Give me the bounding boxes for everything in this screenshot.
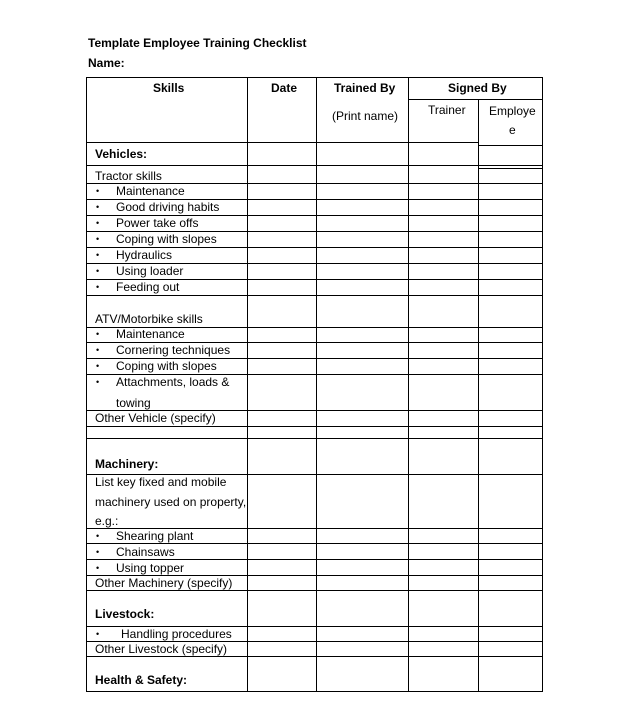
section-health-safety: Health & Safety: [95,673,188,687]
header-employee-wrap: e [509,123,516,137]
header-date: Date [271,81,298,95]
bullet-icon: • [96,218,100,228]
bullet-icon: • [96,250,100,260]
document-title: Template Employee Training Checklist [88,36,307,50]
header-print-name: (Print name) [332,109,399,123]
bullet-icon: • [96,282,100,292]
bullet-icon: • [96,629,100,639]
list-item: Maintenance [116,327,185,341]
other-vehicle: Other Vehicle (specify) [95,411,216,425]
list-item: Coping with slopes [116,359,217,373]
list-item: Using loader [116,264,184,278]
section-vehicles: Vehicles: [95,147,148,161]
list-item: Power take offs [116,216,199,230]
bullet-icon: • [96,329,100,339]
list-item: Hydraulics [116,248,173,262]
machinery-note-line-1: List key fixed and mobile [95,475,227,489]
name-label: Name: [88,56,125,70]
bullet-icon: • [96,563,100,573]
subsection-tractor-skills: Tractor skills [95,169,162,183]
bullet-icon: • [96,531,100,541]
bullet-icon: • [96,266,100,276]
bullet-icon: • [96,202,100,212]
header-skills: Skills [153,81,185,95]
list-item: Attachments, loads & [116,375,230,389]
list-item: Coping with slopes [116,232,217,246]
machinery-note-line-2: machinery used on property, [95,495,247,509]
list-item: Handling procedures [121,627,232,641]
list-item: Maintenance [116,184,185,198]
section-machinery: Machinery: [95,457,159,471]
header-trained-by: Trained By [334,81,396,95]
list-item: Chainsaws [116,545,175,559]
other-machinery: Other Machinery (specify) [95,576,233,590]
list-item-wrap: towing [116,396,151,410]
bullet-icon: • [96,361,100,371]
machinery-note-line-3: e.g.: [95,514,119,528]
bullet-icon: • [96,547,100,557]
header-signed-by: Signed By [448,81,507,95]
bullet-icon: • [96,345,100,355]
list-item: Shearing plant [116,529,194,543]
bullet-icon: • [96,186,100,196]
list-item: Using topper [116,561,185,575]
section-livestock: Livestock: [95,607,155,621]
header-employee: Employe [489,104,536,118]
list-item: Good driving habits [116,200,220,214]
bullet-icon: • [96,377,100,387]
list-item: Cornering techniques [116,343,231,357]
other-livestock: Other Livestock (specify) [95,642,228,656]
subsection-atv-skills: ATV/Motorbike skills [95,312,203,326]
list-item: Feeding out [116,280,180,294]
header-trainer: Trainer [428,103,466,117]
bullet-icon: • [96,234,100,244]
